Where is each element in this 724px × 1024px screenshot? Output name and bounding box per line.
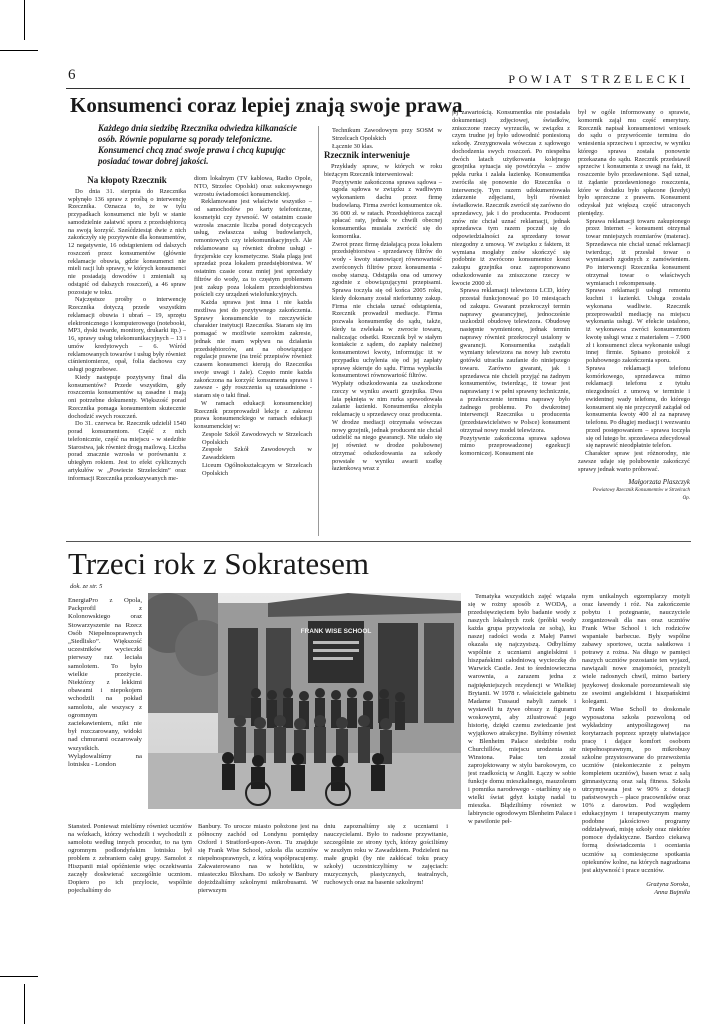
cases-list-2	[452, 287, 570, 458]
article1-column-1	[68, 175, 186, 537]
article1-subheading-1: Na kłopoty Rzecznik	[87, 175, 167, 185]
article1-column-2	[194, 175, 312, 537]
paragraph: Tematyka wszystkich zajęć wiązała się w rożny sposób z WODĄ, a przedsięwzięciem było badanie wody z naszych lokalnych rzek (próbki wody każda grupa przywiozła ze sobą), ku naszej radości woda z Małej Panwi okazała się najczystszą. Odbyliśmy wspólnie z uczniami angielskimi i hiszpańskimi całodniową wycieczkę do Warwick Castle. Jest to średniowieczna warownia, a zarazem jedna z najpiękniejszych rezydencji w Wielkiej Brytanii. W 1978 r. właściciele gabinetu Madame Tussaud nabyli zamek i wystawili tu żywe obrazy z figurami woskowymi, aby zilustrować jego historię, dzięki czemu zwiedzanie jest wyjątkowo atrakcyjne. Byliśmy również w Blenheim Palace siedzibie rodu Churchillów, miejscu urodzenia sir Winstona. Pałac ten został zaprojektowany w stylu barokowym, co jest rzadkością w Anglii. Łączy w sobie funkcje domu mieszkalnego, mauzoleum i pomnika narodowego - otarliśmy się o wielki świat gdyż książę nadal tu mieszka. Błądziliśmy również w labiryncie ogrodowym Blenheim Palace i w pawilonie peł-	[468, 593, 576, 826]
article2-column-1a	[68, 597, 142, 821]
paragraph: Do 31. czerwca br. Rzecznik udzielił 1540 porad konsumentom. Część z nich telefonicznie, część na miejscu - w siedzibie Starostwa, jak również drogą mailową. Liczba porad znacznie wzrosła w porównaniu z ubiegłym rokiem. Jest to efekt cyklicznych artykułów w „Powiecie Strzeleckim” oraz informacji Rzecznika przekazywanych me-	[68, 420, 186, 482]
continued-note: dok. ze str. 5	[70, 583, 103, 590]
crop-mark	[0, 50, 38, 51]
paragraph: dniu zapoznaliśmy się z uczniami i nauczycielami. Było to radosne przywitanie, szczególnie ze strony tych, którzy gościliśmy w zeszłym roku w Zawadzkiem. Podzieleni na małe grupki (by nie zakłócać toku pracy szkoły) uczestniczyliśmy w zajęciach: muzycznych, plastycznych, teatralnych, ruchowych oraz na basenie szkolnym!	[324, 823, 448, 886]
paragraph: Frank Wise Scholl to doskonale wyposażona szkoła pozwoloną od wykładziny antypoślizgowej na korytarzach poprzez sprzęty ułatwiające pracę i dające komfort osobom niepełnosprawnym, po mikrobusy szkolne przystosowane do przewożenia uczniów (niekoniecznie z pełnym kompletem uczniów), basen wraz z salą gimnastyczną oraz salą fitness. Szkoła utrzymywana jest w 90% z dotacji państwowych – płace pracowników oraz 10% z darowizn. Pod względem edukacyjnym i terapeutycznym mamy podobne jakościowo programy oddziaływań, misję szkoły oraz niektóre pomoce dydaktyczne. Bardzo ciekawą formą doświadczenia i oceniania uczniów są comiesięczne spotkania opiekunów kolne, na których nagradzana jest aktywność i prace uczniów.	[582, 705, 690, 874]
article1-title: Konsumenci coraz lepiej znają swoje prawa	[70, 93, 463, 117]
group-photo	[148, 593, 461, 809]
list-item: • Sprawa reklamacji telewizora LCD, który przestał funkcjonować po 10 miesiącach od zakupu. Gwarant przekroczył termin naprawy gwarancyjnej, jednocześnie uszkodził obudowę telewizora. Obudowę następnie wymieniono, jednak termin naprawy również przekroczył ustalony w gwarancji. Konsumentka zażądali wymiany telewizora na nowy lub zwrotu gotówki utraciła zaufanie do niniejszego towaru. Zarówno gwarant, jak i sprzedawca nie chcieli przyjąć na żadnym konsumentów, twierdząc, iż towar jest naprawiany i w pełni sprawny technicznie, a przekroczenie terminu naprawy było żadnego problemu. Po dwukrotnej interwencji Rzecznika u producenta (przedstawicielstwo w Polsce) konsument otrzymał nowy model telewizora.	[460, 287, 570, 434]
crop-mark	[24, 984, 25, 1024]
list-item: • Sprawa reklamacji usługi remontu kuchni i łazienki. Usługa została wykonana wadliwie. Rzecznik przeprowadził mediację na miejscu wykonania usługi. W efekcie ustalono, iż wykonawca zwróci konsumentom kwotę usługi wraz z materiałem – 7.900 zł i konsumenci zleca wykonanie usługi innej firmie. Spisano protokół z polubownego zakończenia sporu.	[586, 287, 690, 365]
cases-list-3	[578, 218, 690, 451]
paragraph: Charakter spraw jest różnorodny, nie zawsze udaje się polubownie zakończyć sprawy jednak warto próbować.	[578, 450, 690, 473]
article2-column-5	[582, 593, 690, 1005]
paragraph: Każda sprawa jest inna i nie każda możliwa jest do pozytywnego zakończenia. Sprawy konsumenckie to rzeczywiście charakter instytucji Rzecznika. Staram się im pomagać w możliwie szerokim zakresie, jednak nie mam wpływu na działania przedsiębiorców, ani na obowiązujące regulacje prawne (na treść przepisów również czasem konsumenci kierują do Rzecznika swoje uwagi i żale). Często mnie każda zakończona na korzyść konsumenta sprawa i zawsze - gdy roszczenia są uzasadnione - staram się o taki finał.	[194, 299, 312, 399]
school-list	[194, 431, 312, 478]
list-item: • Pozytywnie zakończona sprawa sądowa mimo przeprowadzonej egzekucji komorniczej. Konsument nie	[460, 435, 570, 458]
author-signature-1: Grażyna Soroka,	[646, 880, 690, 888]
list-item: • Sprawa reklamacji towaru zakupionego przez Internet – konsument otrzymał towar mniejszych rozmiarów (materac). Sprzedawca nie chciał uznać reklamacji twierdząc, iż przesłał towar o wymiarach zgodnych z zamówieniem. Po interwencji Rzecznika konsument otrzymał towar o właściwych wymiarach i rekompensatę.	[586, 218, 690, 288]
list-item: • Liceum Ogólnokształcącym w Strzelcach Opolskich	[202, 462, 312, 478]
paragraph: Najczęstsze prośby o interwencję Rzecznika dotyczą przede wszystkim reklamacji obuwia i ubrań – 19, sprzętu elektronicznego i komputerowego (notebooki, MP3, dyski twarde, monitory, drukarki itp.) – 16, sprawy usług telekomunikacyjnych – 13 i umów kredytowych – 6. Wśród reklamowanych towarów i usług były również ciśnieniomierze, opał, folia dachowa czy usługi pogrzebowe.	[68, 296, 186, 373]
list-item: • Sprawa reklamacji telefonu komórkowego, sprzedawca mimo reklamacji telefonu z tytułu niezgodności z umową w terminie i ewidentnej wady telefonu, do którego konsument się nie przyczynił zażądał od konsumenta kwoty 400 zł za naprawę telefonu. Po długiej mediacji i wezwaniu przed postępowaniem – sprawa toczyła się od lutego br. sprzedawca zdecydował się naprawić nieodpłatnie telefon.	[586, 365, 690, 450]
author-signature-2: Anna Bujmiła	[654, 888, 690, 896]
list-item: • Technikum Zawodowym przy SOSM w Strzelcach Opolskich	[332, 127, 442, 143]
list-item: • Zespole Szkół Zawodowych w Strzelcach Opolskich	[202, 431, 312, 447]
crop-mark	[0, 976, 38, 977]
cases-list	[324, 179, 442, 474]
page-number: 6	[68, 67, 76, 83]
article1-column-5	[578, 109, 690, 537]
paragraph: W ramach edukacji konsumenckiej Rzecznik przeprowadził lekcje z zakresu prawa konsumenckiego w ramach edukacji konsumenckiej w:	[194, 399, 312, 430]
article1-column-3	[324, 127, 442, 537]
paragraph: EnergiaPro z Opola, Packprofil z Kolonowskiego oraz Stowarzyszenie na Rzecz Osób Niepełnosprawnych „Siedlisko”. Większość uczestników wycieczki pierwszy raz leciała samolotem. To było wielkie przeżycie. Niektórzy z lekkimi obawami i niepokojem wchodzili na pokład samolotu, ale wszyscy z ogromnym zaciekawieniem, nikt nie był rozczarowany, widoki nad chmurami oczarowały wszystkich. Wylądowaliśmy na lotnisku - London	[68, 597, 142, 769]
article2-column-2b	[198, 823, 318, 1003]
paragraph: jej zawartością. Konsumentka nie posiadała dokumentacji zdjęciowej, świadków, zniszczone rzeczy wyrzuciła, w związku z czym trudne jej było udowodnić poniesioną szkodę. Zrezygnowała wówczas z sądowego dochodzenia swych roszczeń. Po niespełna dwóch latach użytkowania kolejnego grzejnika sytuacja się powtórzyła – znów pękła rurka i zalała łazienkę. Konsumentka zwróciła się ponownie do Rzecznika o interwencję. Tym razem udokumentowała zdarzenie zdjęciami, byli również świadkowie. Rzecznik zwrócił się zarówno do sprzedawcy, jak i do producenta. Producent znów nie chciał uznać reklamacji, jednak sprzedawca tym razem poczuł się do odpowiedzialności za sprzedany towar niezgodny z umową. W związku z faktem, iż wymiana mogłaby znów skończyć się podobnie iż zwrócono konsumentce koszt zakupu grzejnika oraz zaproponowano odszkodowanie za zniszczone rzeczy w kwocie 2000 zł.	[452, 109, 570, 287]
column-rule	[318, 126, 319, 536]
list-item: • Zwrot przez firmę działającą poza lokalem przedsiębiorstwa - sprzedawcę filtrów do wody - kwoty stanowiącej równowartość zwróconych filtrów przez konsumenta - osobę starszą. Odstąpiła ona od umowy zgodnie z obowiązującymi przepisami. Sprawa toczyła się od końca 2005 roku, kiedy dokonany został niefortunny zakup. Firma nie chciała uznać odstąpienia, Rzecznik prowadził mediacje. Firma pozwała konsumentkę do sądu, także, kiedy ta zwlekała w zwrocie towaru, naliczając odsetki. Rzecznik był w stałym kontakcie z sądem, do zapłaty należnej konsumentowi kwoty, informując iż w przypadku uchylenia się od jej zapłaty sprawę skieruje do sądu. Firma wypłaciła konsumentowi równowartość filtrów.	[332, 241, 442, 381]
paragraph: nym unikalnych egzemplarzy motyli oraz ławendy i róż. Na zakończenie pobytu i pożegnanie, nauczyciele zorganizowali dla nas oraz uczniów Frank Wise School i ich rodziców wspaniałe barbecue. Były wspólne zabawy sportowe, uczta sałatkowa i potrawy z rożna. Na długo w pamięci naszych uczniów pozostanie ten wyjazd, nawiązali nowe znajomości, przeżyli wiele radosnych chwil, mimo bariery językowej doskonale porozumiewali się ze swoimi angielskimi i hiszpańskimi kolegami.	[582, 593, 690, 705]
paragraph: Przykłady spraw, w których w roku bieżącym Rzecznik interweniował:	[324, 163, 442, 178]
article2-column-4	[468, 593, 576, 1005]
paragraph: Reklamowane jest właściwie wszystko – od samochodów po karty telefoniczne, kosmetyki czy żywność. W ostatnim czasie wzrosła znacznie liczba porad dotyczących usług, zwłaszcza usług budowlanych, remontowych czy telekomunikacyjnych. Ale reklamowane są również drobne usługi - fryzjerskie czy kosmetyczne. Stała plagą jest sprzedaż poza lokalem przedsiębiorstwa. W ostatnim czasie coraz mniej jest sprzedaży filtrów do wody, za to częstym problemem jest zakup poza lokalem przedsiębiorstwa pościeli czy urządzeń wielofunkcyjnych.	[194, 198, 312, 299]
paragraph: był w ogóle informowany o sprawie, komornik zajął mu część emerytury. Rzecznik napisał konsumentowi wniosek do sądu o przywrócenie terminu do wniesienia sprzeciwu i sprzeciw, w wyniku którego sprawa została ponownie przekazana do sądu. Rzecznik przedstawił sprzeciw i konsumenta z uwagi na fakt, iż roszczenie było przedawnione. Sąd uznał, iż żądanie przedawnionego roszczenia, które w dodatku było spłacone (kredyt) było sprzeczne z prawem. Konsument odzyskał już większą część utraconych pieniędzy.	[578, 109, 690, 217]
paragraph: Banbury. To urocze miasto położone jest na północny zachód od Londynu pomiędzy Oxford i Stratford-upon-Avon. Tu znajduje się Frank Wise School, szkoła dla uczniów niepełnosprawnych, z którą współpracujemy. Zakwaterowano nas w hotelikiu, w miasteczku Bloxham. Do szkoły w Banbury dojeżdżaliśmy szkolnymi mikrobusami. W pierwszym	[198, 823, 318, 894]
crop-mark	[24, 0, 25, 40]
paragraph: Do dnia 31. sierpnia do Rzecznika wpłynęło 136 spraw z prośbą o interwencję Rzecznika. Oznacza to, że w tylu przypadkach konsumenci nie byli w stanie samodzielnie załatwić sporu z przedsiębiorcą na swoją korzyść. Sześćdziesiąt dwie z nich zakończyły się pozytywnie dla konsumentów, 12 negatywnie, 16 odstąpieniem od dalszych roszczeń przez konsumentów (głównie reklamacje obuwia, gdzie konsumenci nie mieli racji lub sprawy, w których konsumenci nie posiadają dowodów i zmieniali są odstąpić od dalszych roszczeń), a 46 spraw pozostaje w toku.	[68, 187, 186, 296]
list-item: • Zespole Szkół Zawodowych w Zawadzkiem	[202, 446, 312, 462]
article1-subheading-2: Rzecznik interweniuje	[324, 150, 410, 161]
section-header: POWIAT STRZELECKI	[508, 72, 688, 86]
article2-column-1b	[68, 823, 192, 1003]
list-item: • Łącznie 30 klas.	[332, 143, 442, 151]
article2-title: Trzeci rok z Sokratesem	[68, 546, 370, 581]
article1-column-4	[452, 109, 570, 537]
list-item: • Wypłaty odszkodowania za uszkodzone rzeczy w wyniku awarii grzejnika. Dwa lata pęknięta w nim rurka spowodowała zalanie łazienki. Konsumentka złożyła reklamację u sprzedawcy oraz producenta. W drodze mediacji otrzymała wówczas nowy grzejnik, jednak producent nie chciał udzielić na niego gwarancji. Nie udało się jej również w drodze polubownej otrzymać odszkodowania za szkody powstałe w wyniku awarii szafkę łazienkową wraz z	[332, 380, 442, 473]
article2-column-3b	[324, 823, 448, 1003]
article1-lead: Każdego dnia siedzibę Rzecznika odwiedza kilkanaście osób. Równie popularne są porady telefoniczne. Konsumenci chcą znać swoje prawa i chcą kupując posiadać towar dobrej jakości.	[98, 123, 297, 166]
school-sign-text: FRANK WISE SCHOOL	[300, 628, 372, 635]
author-signature: Małgorzata Plaszczyk	[628, 478, 690, 487]
school-list-continued	[324, 127, 442, 150]
paragraph: diom lokalnym (TV kablowa, Radio Opole, NTO, Strzelec Opolski) oraz sukcesywnego wzrostu świadomości konsumenckiej.	[194, 175, 312, 198]
author-title: Powiatowy Rzecznik Konsumentów w Strzelcach Op.	[592, 488, 690, 501]
header-rule	[66, 88, 690, 89]
article-separator	[66, 541, 691, 542]
paragraph: Kiedy następuje pozytywny finał dla konsumentów? Przede wszystkim, gdy roszczenia konsumentów są zasadne i mają oni potrzebne dokumenty. Większość porad Rzecznika pomaga konsumentom skutecznie dochodzić swych roszczeń.	[68, 373, 186, 420]
list-item: • Pozytywnie zakończona sprawa sądowa – ugoda sądowa w związku z wadliwym wykonaniem dachu przez firmę budowlaną. Firma zwróci konsumentce ok. 36 000 zł. w ratach. Przedsiębiorca zaczął spłacać raty, jednak w chwili obecnej konsumentka musiała zwrócić się do komornika.	[332, 179, 442, 241]
paragraph: Stansted. Ponieważ mieliśmy również uczniów na wózkach, którzy wchodzili i wychodzili z samolotu według innych procedur, to na tym ogromnym podlondyńskim lotnisku był problem z zebraniem całej grupy. Samolot z Hiszpanii miał opóźnienie więc oczekiwania zaczęły doskwierać szczególnie uczniom. Dopiero po ich przylocie, wspólnie pojechaliśmy do	[68, 823, 192, 894]
